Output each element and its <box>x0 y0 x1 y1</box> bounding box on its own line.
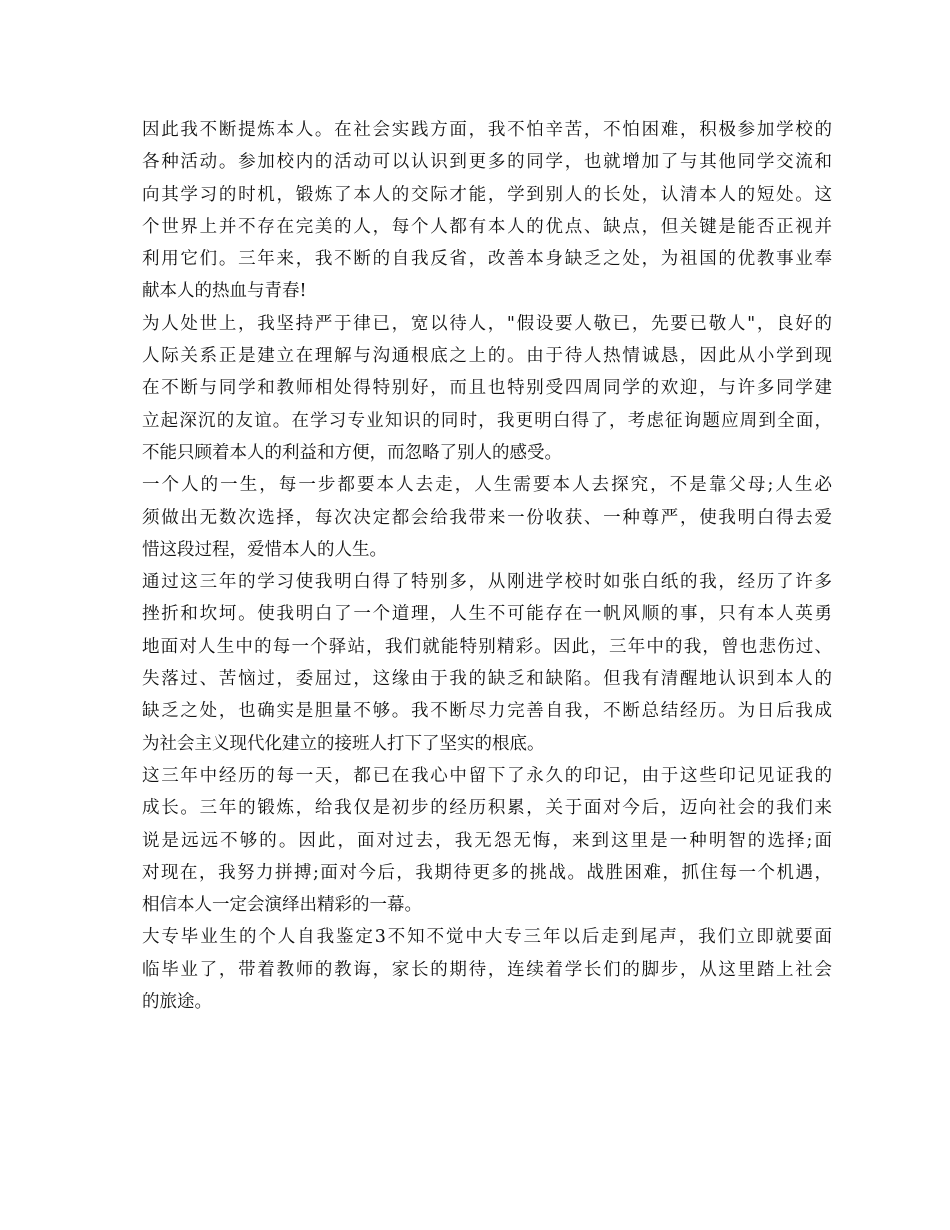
text-line: 说是远远不够的。因此，面对过去，我无怨无悔，来到这里是一种明智的选择;面 <box>142 830 832 851</box>
text-line: 成长。三年的锻炼，给我仅是初步的经历积累，关于面对今后，迈向社会的我们来 <box>142 798 832 819</box>
text-line: 不能只顾着本人的利益和方便，而忽略了别人的感受。 <box>142 442 562 463</box>
paragraph <box>142 308 832 469</box>
document-body <box>142 114 832 1018</box>
text-line: 立起深沉的友谊。在学习专业知识的同时，我更明白得了，考虑征询题应周到全面， <box>142 410 832 431</box>
text-line: 这三年中经历的每一天，都已在我心中留下了永久的印记，由于这些印记见证我的 <box>142 765 832 786</box>
text-line: 相信本人一定会演绎出精彩的一幕。 <box>142 895 422 916</box>
text-line: 因此我不断提炼本人。在社会实践方面，我不怕辛苦，不怕困难，积极参加学校的 <box>142 120 832 140</box>
text-line: 缺乏之处，也确实是胆量不够。我不断尽力完善自我，不断总结经历。为日后我成 <box>142 701 832 722</box>
paragraph <box>142 469 832 566</box>
text-line: 一个人的一生，每一步都要本人去走，人生需要本人去探究，不是靠父母;人生必 <box>142 475 832 496</box>
text-line: 向其学习的时机，锻炼了本人的交际才能，学到别人的长处，认清本人的短处。这 <box>142 184 832 205</box>
text-line: 利用它们。三年来，我不断的自我反省，改善本身缺乏之处，为祖国的优教事业奉 <box>142 249 832 270</box>
paragraph <box>142 921 832 1018</box>
text-line: 为社会主义现代化建立的接班人打下了坚实的根底。 <box>142 733 545 754</box>
text-line: 为人处世上，我坚持严于律已，宽以待人，"假设要人敬已，先要已敬人"，良好的 <box>142 313 832 334</box>
text-line: 在不断与同学和教师相处得特别好，而且也特别受四周同学的欢迎，与许多同学建 <box>142 378 832 399</box>
text-line: 通过这三年的学习使我明白得了特别多，从刚进学校时如张白纸的我，经历了许多 <box>142 572 832 593</box>
text-line: 地面对人生中的每一个驿站，我们就能特别精彩。因此，三年中的我，曾也悲伤过、 <box>142 636 832 657</box>
text-line: 的旅途。 <box>142 992 212 1013</box>
text-line: 个世界上并不存在完美的人，每个人都有本人的优点、缺点，但关键是能否正视并 <box>142 216 832 237</box>
text-line: 惜这段过程，爱惜本人的人生。 <box>142 539 387 560</box>
text-line: 各种活动。参加校内的活动可以认识到更多的同学，也就增加了与其他同学交流和 <box>142 152 832 173</box>
paragraph <box>142 114 832 308</box>
paragraph <box>142 760 832 921</box>
paragraph <box>142 566 832 760</box>
text-line: 大专毕业生的个人自我鉴定3不知不觉中大专三年以后走到尾声，我们立即就要面 <box>142 927 832 948</box>
text-line: 挫折和坎坷。使我明白了一个道理，人生不可能存在一帆风顺的事，只有本人英勇 <box>142 604 832 625</box>
text-line: 失落过、苦恼过，委屈过，这缘由于我的缺乏和缺陷。但我有清醒地认识到本人的 <box>142 669 832 690</box>
text-line: 人际关系正是建立在理解与沟通根底之上的。由于待人热情诚恳，因此从小学到现 <box>142 346 832 367</box>
text-line: 对现在，我努力拼搏;面对今后，我期待更多的挑战。战胜困难，抓住每一个机遇， <box>142 862 832 883</box>
text-line: 临毕业了，带着教师的教诲，家长的期待，连续着学长们的脚步，从这里踏上社会 <box>142 959 832 980</box>
text-line: 须做出无数次选择，每次决定都会给我带来一份收获、一种尊严，使我明白得去爱 <box>142 507 832 528</box>
text-line: 献本人的热血与青春! <box>142 281 307 302</box>
